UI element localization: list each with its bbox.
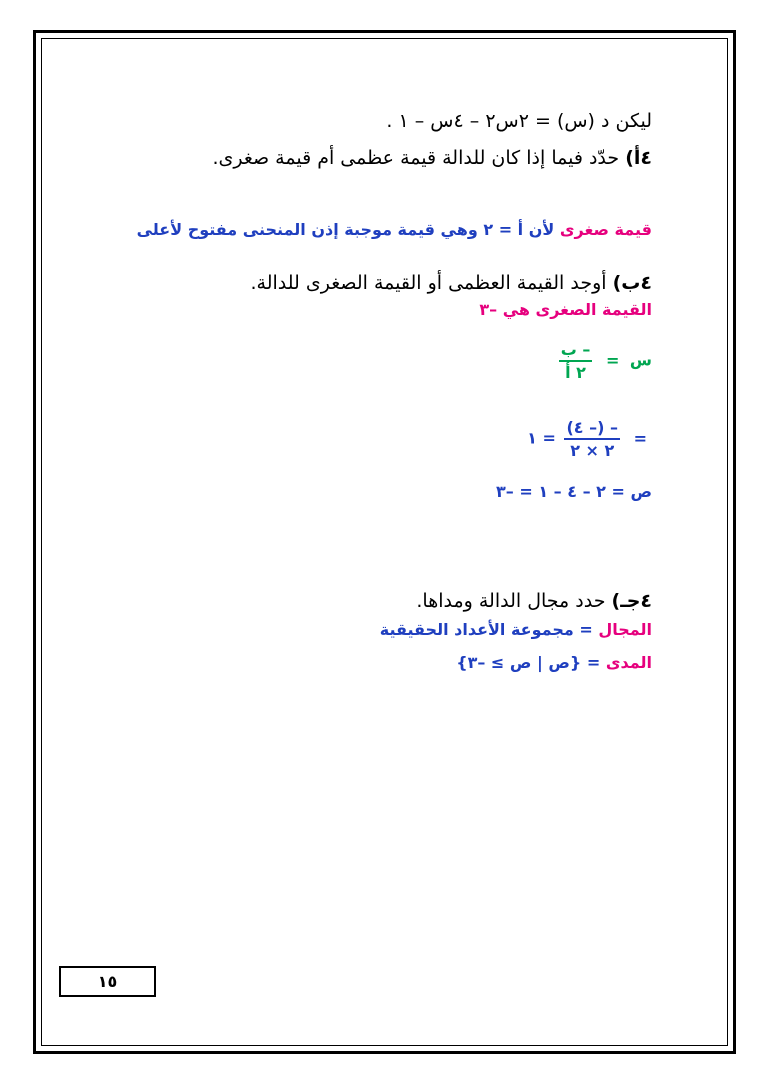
- page-number: ١٥: [97, 972, 118, 991]
- vertex-fraction-numerator: – ب: [559, 340, 593, 362]
- vertex-calc-result: = ١: [527, 428, 556, 448]
- domain-label: المجال: [598, 620, 652, 639]
- page-number-box: [59, 966, 156, 997]
- question-4a-text: حدّد فيما إذا كان للدالة قيمة عظمى أم قيمة صغرى.: [212, 147, 620, 169]
- question-4a-label: ٤أ): [625, 147, 652, 169]
- range-label: المدى: [605, 653, 652, 672]
- vertex-calc-numerator: – (– ٤): [564, 418, 620, 440]
- question-4c-label: ٤جـ): [611, 590, 652, 612]
- page-frame: [33, 30, 736, 1054]
- vertex-equals: =: [605, 350, 620, 370]
- y-value-line: ص = ٢ – ٤ – ١ = –٣: [496, 482, 652, 501]
- answer-4b-min: القيمة الصغرى هي –٣: [479, 300, 652, 319]
- vertex-formula: [556, 340, 652, 382]
- vertex-calc-fraction: [564, 418, 620, 460]
- vertex-lhs: س: [629, 350, 652, 370]
- vertex-calc-equals: =: [633, 428, 647, 448]
- question-4c-text: حدد مجال الدالة ومداها.: [416, 590, 606, 612]
- vertex-calc-denominator: ٢ × ٢: [570, 441, 615, 460]
- vertex-calc: [527, 418, 652, 460]
- question-4c: [416, 590, 652, 612]
- domain-line: [380, 620, 652, 639]
- range-value: = {ص | ص ≥ –٣}: [456, 653, 601, 672]
- intro-function: ليكن د (س) = ٢س٢ – ٤س – ١ .: [386, 110, 652, 132]
- answer-4a-min: قيمة صغرى: [559, 220, 652, 239]
- vertex-fraction-denominator: ٢ أ: [565, 363, 586, 382]
- question-4b-label: ٤ب): [612, 272, 652, 294]
- vertex-fraction: [559, 340, 593, 382]
- answer-4a: [137, 220, 652, 239]
- range-line: [456, 653, 652, 672]
- domain-value: = مجموعة الأعداد الحقيقية: [379, 620, 593, 639]
- question-4b-text: أوجد القيمة العظمى أو القيمة الصغرى للدالة.: [250, 272, 607, 294]
- answer-4a-reason: لأن أ = ٢ وهي قيمة موجبة إذن المنحنى مفتوح لأعلى: [136, 220, 555, 239]
- page-frame-inner: [41, 38, 728, 1046]
- question-4a: [212, 147, 652, 169]
- question-4b: [250, 272, 652, 294]
